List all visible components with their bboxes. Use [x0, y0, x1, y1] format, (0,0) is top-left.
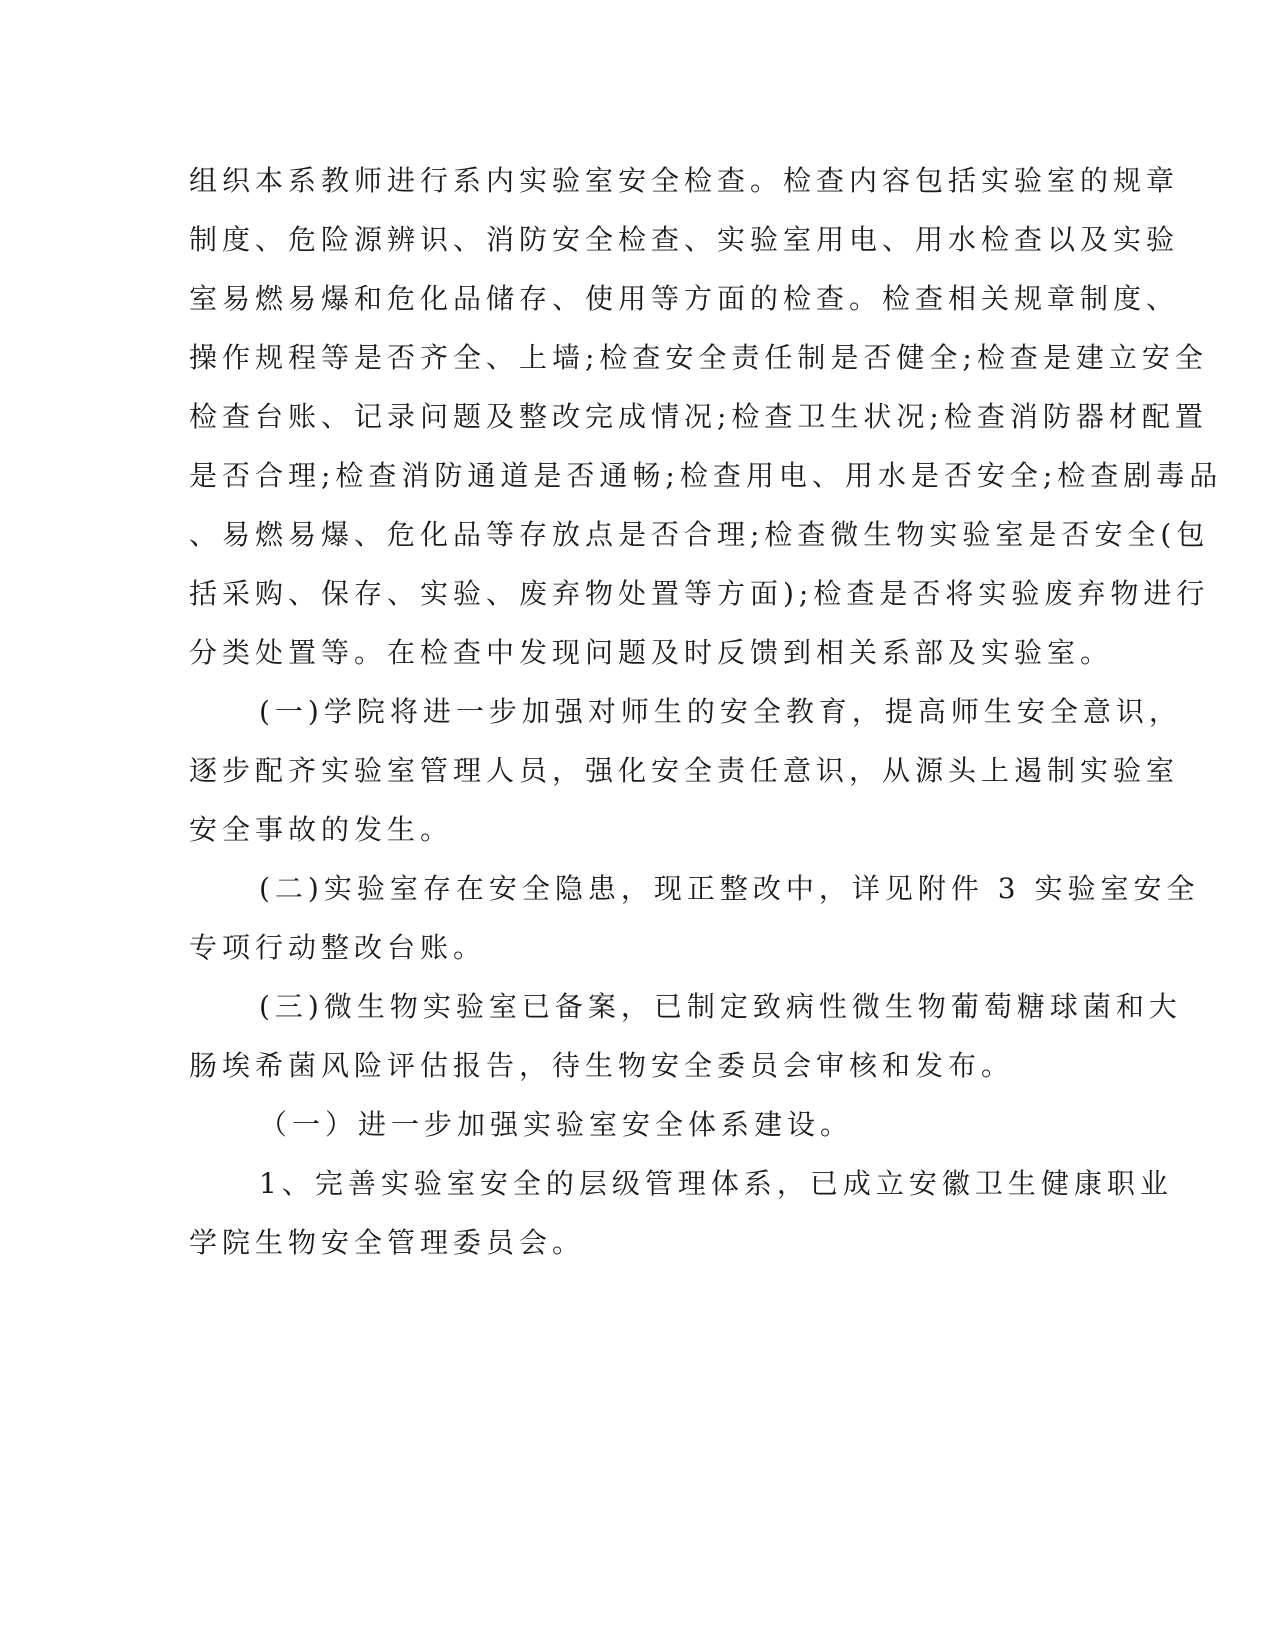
text-line: 操作规程等是否齐全、上墙;检查安全责任制是否健全;检查是建立安全 [189, 341, 1208, 374]
text-line: 、易燃易爆、危化品等存放点是否合理;检查微生物实验室是否安全(包 [189, 518, 1210, 551]
text-line: 分类处置等。在检查中发现问题及时反馈到相关系部及实验室。 [189, 636, 1114, 669]
text-line: 肠埃希菌风险评估报告，待生物安全委员会审核和发布。 [189, 1049, 1015, 1082]
text-line: 是否合理;检查消防通道是否通畅;检查用电、用水是否安全;检查剧毒品 [189, 459, 1223, 492]
text-line: 制度、危险源辨识、消防安全检查、实验室用电、用水检查以及实验 [189, 223, 1180, 256]
text-line: 括采购、保存、实验、废弃物处置等方面);检查是否将实验废弃物进行 [189, 577, 1210, 610]
text-line: 逐步配齐实验室管理人员，强化安全责任意识，从源头上遏制实验室 [189, 754, 1180, 787]
text-line: (三)微生物实验室已备案，已制定致病性微生物葡萄糖球菌和大 [259, 990, 1182, 1023]
text-line: (一)学院将进一步加强对师生的安全教育，提高师生安全意识， [259, 695, 1182, 728]
text-line: (二)实验室存在安全隐患，现正整改中，详见附件 3 实验室安全 [259, 872, 1200, 905]
text-line: 专项行动整改台账。 [189, 931, 487, 964]
text-line: 1、完善实验室安全的层级管理体系，已成立安徽卫生健康职业 [259, 1167, 1173, 1200]
text-line: 学院生物安全管理委员会。 [189, 1226, 586, 1259]
text-line: 室易燃易爆和危化品储存、使用等方面的检查。检查相关规章制度、 [189, 282, 1180, 315]
text-line: 组织本系教师进行系内实验室安全检查。检查内容包括实验室的规章 [189, 164, 1180, 197]
text-line: 安全事故的发生。 [189, 813, 454, 846]
text-line: 检查台账、记录问题及整改完成情况;检查卫生状况;检查消防器材配置 [189, 400, 1208, 433]
section-heading: （一）进一步加强实验室安全体系建设。 [259, 1108, 854, 1141]
